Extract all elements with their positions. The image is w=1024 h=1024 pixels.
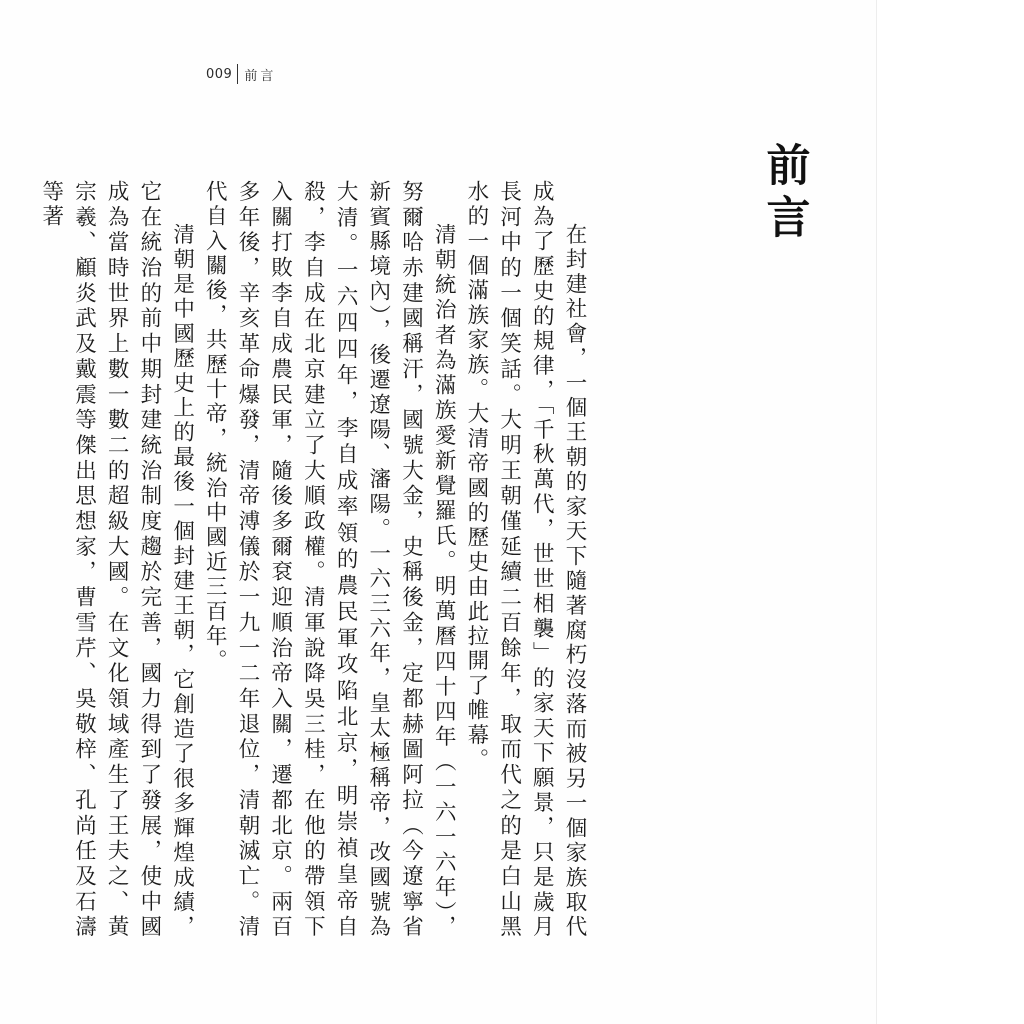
running-head-title: 前言 — [244, 68, 277, 84]
running-head — [206, 64, 276, 84]
page-number: 009 — [206, 66, 233, 82]
paragraph-3: 清朝是中國歷史上的最後一個封建王朝，它創造了很多輝煌成績，它在統治的前中期封建統治制度趨於完善，國力得到了發展，使中國成為當時世界上數一數二的超級大國。在文化領域產生了王夫之、黃宗羲、顧炎武及戴震等傑出思想家，曹雪芹、吳敬梓、孔尚任及石濤等著 — [38, 180, 195, 940]
body-text — [38, 180, 590, 940]
chapter-title: 前言 — [758, 142, 810, 246]
running-head-divider — [237, 64, 238, 84]
paragraph-1: 在封建社會，一個王朝的家天下隨著腐朽沒落而被另一個家族取代成為了歷史的規律，「千秋萬代，世世相襲」的家天下願景，只是歲月長河中的一個笑話。大明王朝僅延續二百餘年，取而代之的是白山黑水的一個滿族家族。大清帝國的歷史由此拉開了帷幕。 — [463, 180, 587, 940]
paragraph-2: 清朝統治者為滿族愛新覺羅氏。明萬曆四十四年（一六一六年），努爾哈赤建國稱汗，國號大金，史稱後金，定都赫圖阿拉（今遼寧省新賓縣境內），後遷遼陽、瀋陽。一六三六年，皇太極稱帝，改國號為大清。一六四四年，李自成率領的農民軍攻陷北京，明崇禎皇帝自殺，李自成在北京建立了大順政權。清軍說降吳三桂，在他的帶領下入關打敗李自成農民軍，隨後多爾袞迎順治帝入關，遷都北京。兩百多年後，辛亥革命爆發，清帝溥儀於一九一二年退位，清朝滅亡。清代自入關後，共歷十帝，統治中國近三百年。 — [202, 180, 457, 940]
